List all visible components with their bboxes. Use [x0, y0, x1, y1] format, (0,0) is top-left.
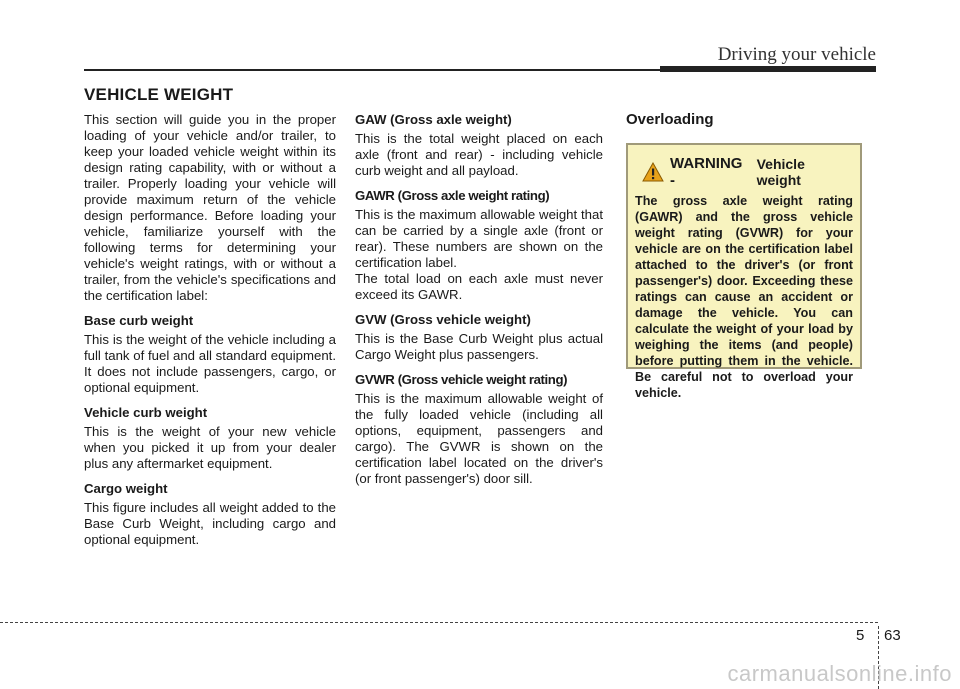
- intro-paragraph: This section will guide you in the proper loading of your vehicle and/or trailer, to keep your loaded vehicle weight within its design rating capability, with or without a trailer. Properly loading your vehicle will provide maximum return of the vehicle design performance. Before loading your vehicle, familiarize yourself with the following terms for determining your vehicle's weight ratings, with or without a trailer, from the vehicle's specifications and the certification label:: [84, 112, 336, 303]
- column-left: [84, 112, 336, 557]
- base-curb-weight-heading: Base curb weight: [84, 313, 194, 328]
- overloading-title: Overloading: [626, 111, 714, 128]
- gawr-text: This is the maximum allowable weight that can be carried by a single axle (front or rear). These numbers are shown on the certification label.: [355, 207, 603, 270]
- column-middle: [355, 112, 603, 496]
- cargo-weight-text: This figure includes all weight added to the Base Curb Weight, including cargo and optional equipment.: [84, 500, 336, 547]
- chapter-number: 5: [856, 627, 865, 644]
- vehicle-curb-weight-text: This is the weight of your new vehicle when you picked it up from your dealer plus any aftermarket equipment.: [84, 424, 336, 471]
- header-accent-bar: [660, 66, 876, 72]
- warning-label: WARNING -: [669, 155, 743, 189]
- warning-box: [626, 143, 862, 400]
- gaw-heading: GAW (Gross axle weight): [355, 112, 512, 127]
- vehicle-curb-weight-heading: Vehicle curb weight: [84, 405, 208, 420]
- gvwr-text: This is the maximum allowable weight of the fully loaded vehicle (including all options, equipment, passengers and cargo). The GVWR is shown on the certification label located on the driver's (or front passenger's) door sill.: [355, 391, 603, 486]
- gaw-text: This is the total weight placed on each axle (front and rear) - including vehicle curb weight and all payload.: [355, 131, 603, 178]
- gvwr-heading: GVWR (Gross vehicle weight rating): [355, 372, 568, 387]
- gvw-text: This is the Base Curb Weight plus actual Cargo Weight plus passengers.: [355, 331, 603, 362]
- gawr-note: The total load on each axle must never exceed its GAWR.: [355, 271, 603, 302]
- section-title: VEHICLE WEIGHT: [84, 85, 234, 104]
- gawr-heading: GAWR (Gross axle weight rating): [355, 188, 550, 203]
- footer-dashed-rule: [0, 622, 878, 623]
- base-curb-weight-text: This is the weight of the vehicle including a full tank of fuel and all standard equipment. It does not include passengers, cargo, or optional equipment.: [84, 332, 336, 395]
- warning-header: [635, 155, 853, 189]
- header-title: Driving your vehicle: [717, 44, 876, 65]
- page-number: 63: [884, 627, 901, 644]
- warning-subtitle: Vehicle weight: [756, 156, 805, 188]
- warning-text: The gross axle weight rating (GAWR) and the gross vehicle weight rating (GVWR) for your vehicle are on the certification label attached to the driver's (or front passenger's) door. Exceeding these ratings can cause an accident or damage the vehicle. You can calculate the weight of your load by weighing the items (and people) before putting them in the vehicle. Be careful not to overload your vehicle.: [635, 194, 853, 400]
- cargo-weight-heading: Cargo weight: [84, 481, 168, 496]
- watermark-text: carmanualsonline.info: [727, 661, 952, 686]
- warning-triangle-icon: [642, 162, 664, 182]
- gvw-heading: GVW (Gross vehicle weight): [355, 312, 531, 327]
